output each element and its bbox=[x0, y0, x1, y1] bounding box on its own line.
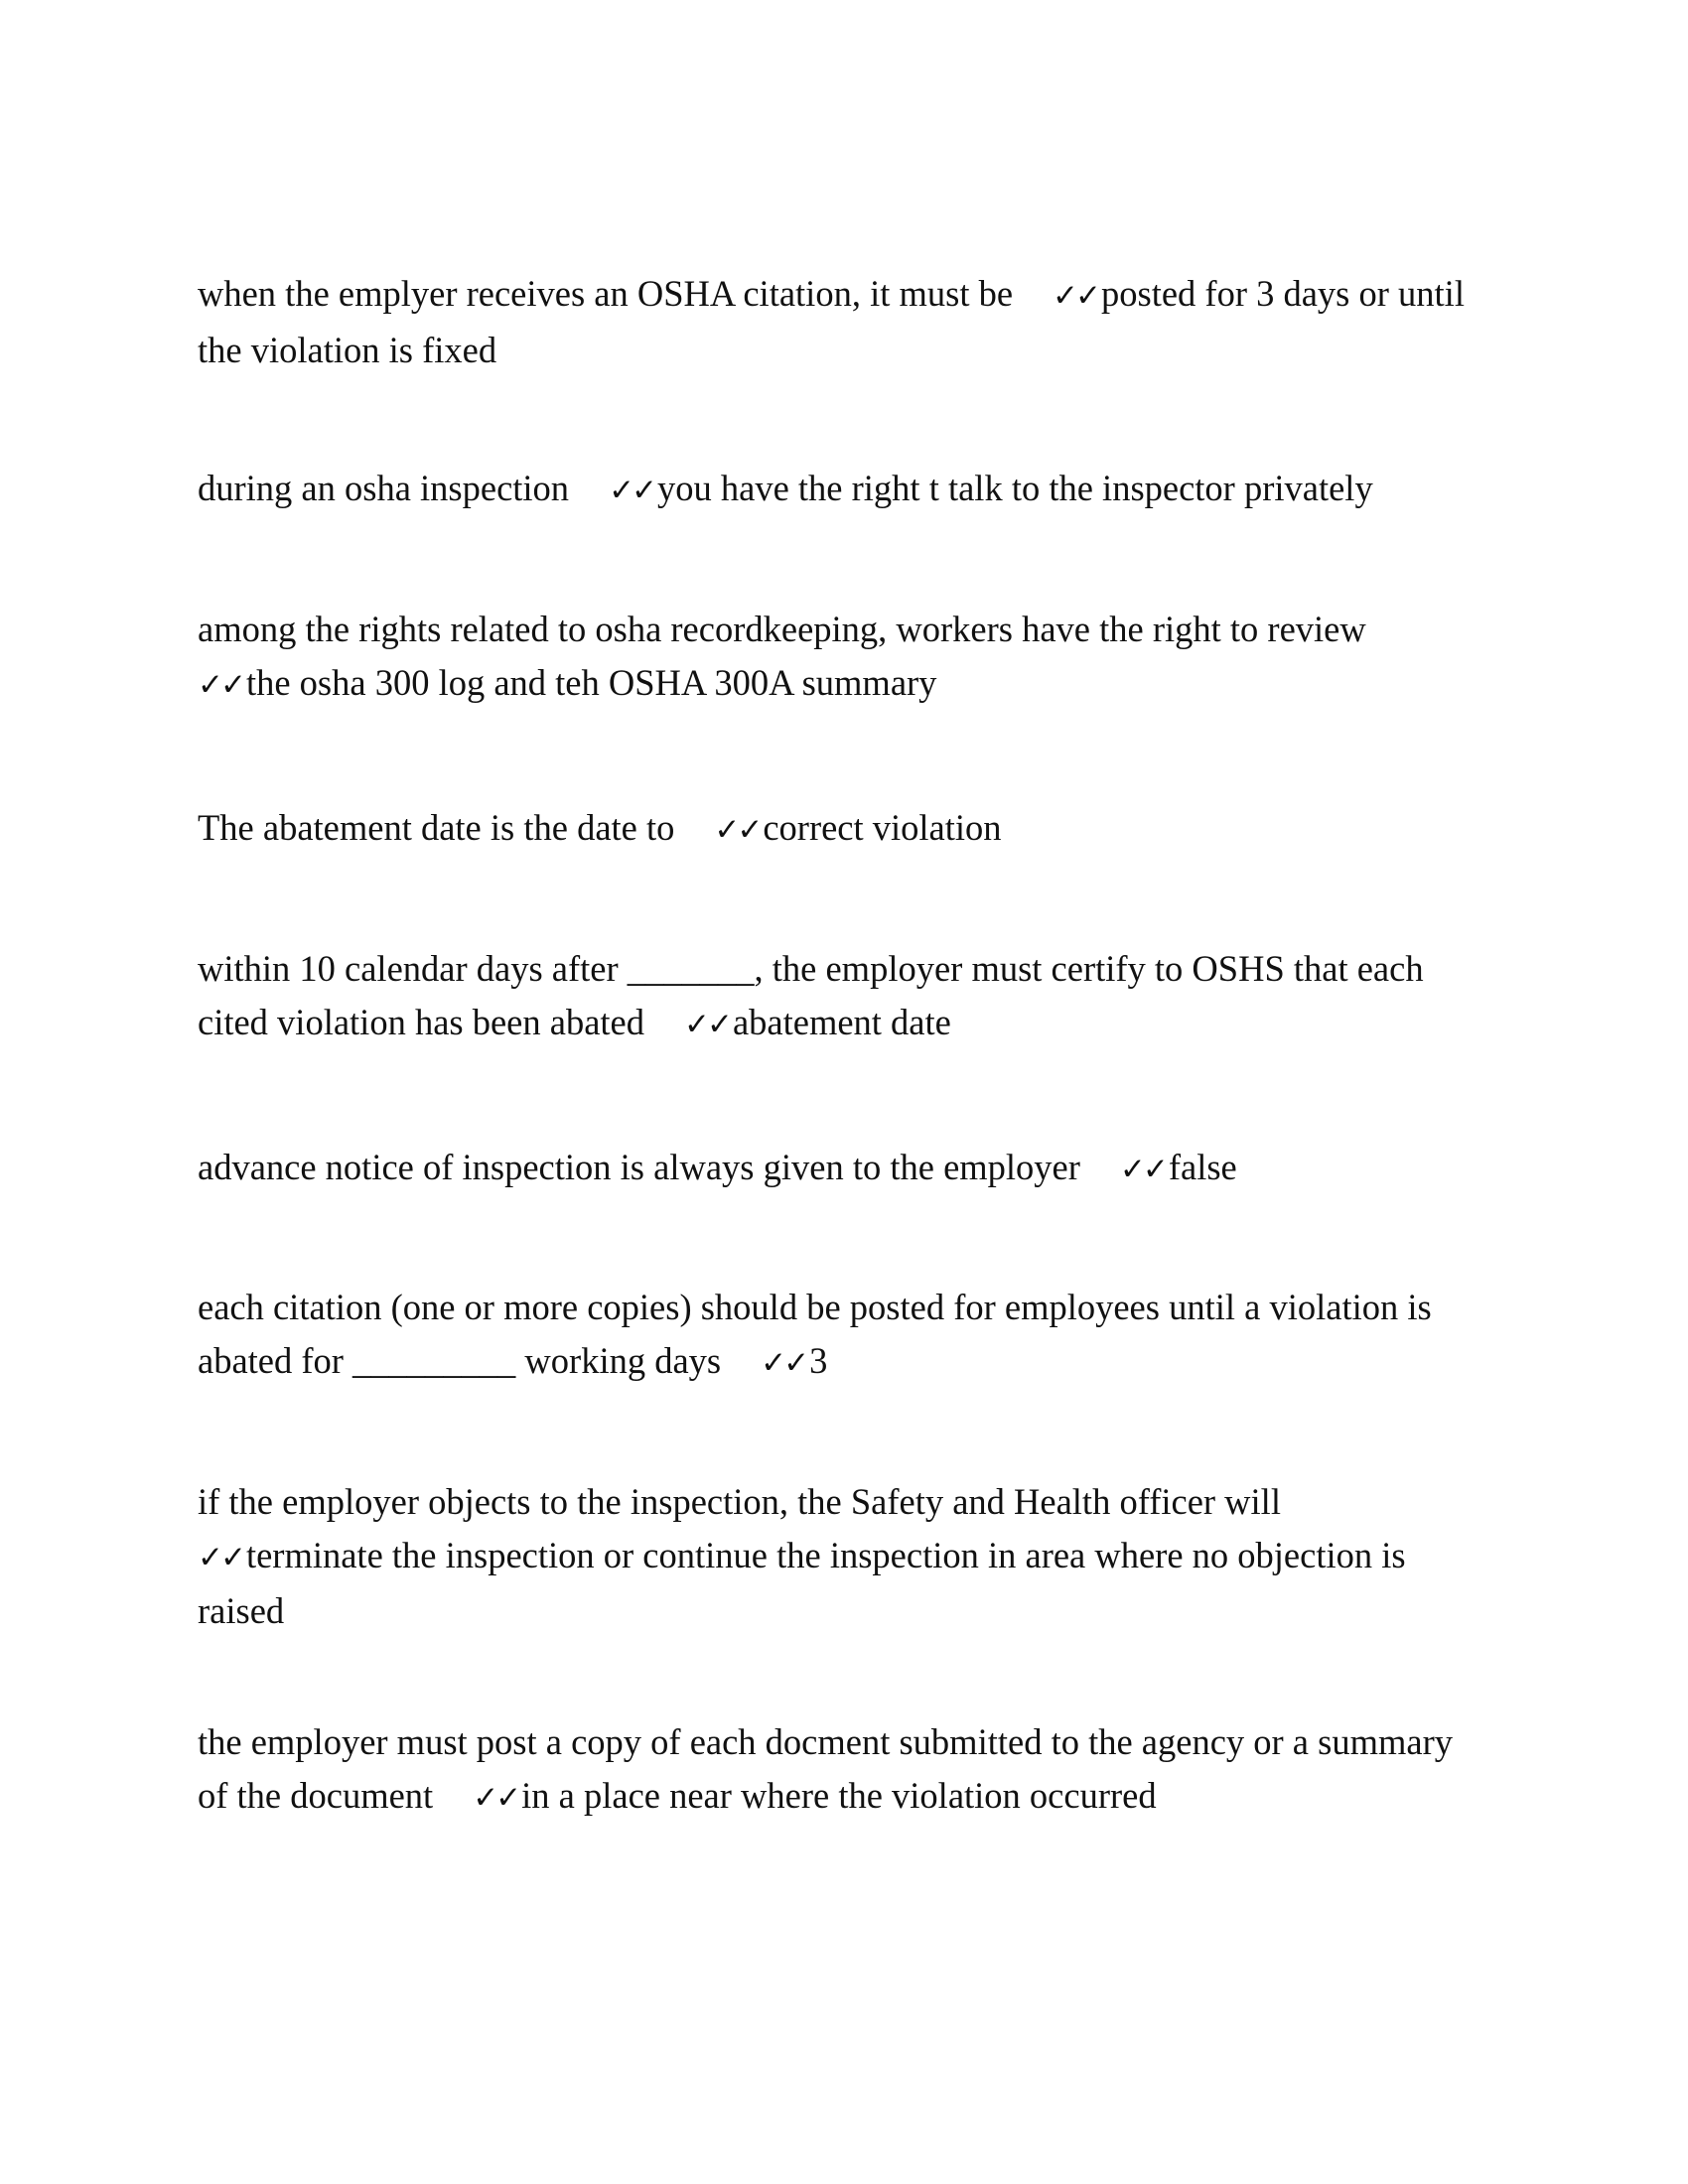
question-text: advance notice of inspection is always given to the employer bbox=[198, 1147, 1080, 1187]
check-mark-icon: ✓✓ bbox=[198, 1539, 243, 1575]
answer-text: 3 bbox=[809, 1339, 828, 1381]
qa-item bbox=[198, 1715, 1483, 1825]
question-text: within 10 calendar days after _______, the employer must certify to OSHS that each cited violation has been abated bbox=[198, 948, 1424, 1042]
question-text: the employer must post a copy of each docment submitted to the agency or a summary of the document bbox=[198, 1721, 1453, 1816]
question-text: when the emplyer receives an OSHA citation, it must be bbox=[198, 273, 1014, 314]
question-text: each citation (one or more copies) should be posted for employees until a violation is abated for _________ working days bbox=[198, 1287, 1432, 1381]
check-mark-icon: ✓✓ bbox=[609, 473, 655, 508]
qa-item bbox=[198, 942, 1483, 1051]
check-mark-icon: ✓✓ bbox=[761, 1344, 807, 1381]
check-mark-icon: ✓✓ bbox=[714, 812, 761, 848]
answer-text: terminate the inspection or continue the inspection in area where no objection is raised bbox=[198, 1534, 1406, 1631]
qa-item bbox=[198, 1475, 1483, 1638]
qa-item bbox=[198, 462, 1483, 518]
qa-item bbox=[198, 1281, 1483, 1390]
question-text: among the rights related to osha recordkeeping, workers have the right to review bbox=[198, 609, 1366, 649]
check-mark-icon: ✓✓ bbox=[684, 1006, 730, 1042]
question-text: if the employer objects to the inspection, the Safety and Health officer will bbox=[198, 1481, 1281, 1522]
check-mark-icon: ✓✓ bbox=[1053, 278, 1098, 314]
check-mark-icon: ✓✓ bbox=[198, 666, 243, 703]
answer-text: false bbox=[1168, 1147, 1237, 1187]
answer-text: abatement date bbox=[732, 1001, 951, 1042]
answer-text: posted for 3 days or until the violation is fixed bbox=[198, 273, 1465, 370]
question-text: during an osha inspection bbox=[198, 468, 570, 508]
question-text: The abatement date is the date to bbox=[198, 807, 675, 848]
check-mark-icon: ✓✓ bbox=[473, 1779, 519, 1816]
answer-text: the osha 300 log and teh OSHA 300A summary bbox=[245, 661, 937, 703]
answer-text: correct violation bbox=[763, 807, 1002, 848]
qa-item bbox=[198, 1141, 1483, 1197]
qa-item bbox=[198, 801, 1483, 858]
answer-text: in a place near where the violation occurred bbox=[521, 1774, 1157, 1816]
answer-text: you have the right t talk to the inspector privately bbox=[657, 468, 1373, 508]
qa-item bbox=[198, 267, 1483, 376]
check-mark-icon: ✓✓ bbox=[1119, 1152, 1166, 1187]
qa-item bbox=[198, 603, 1483, 712]
